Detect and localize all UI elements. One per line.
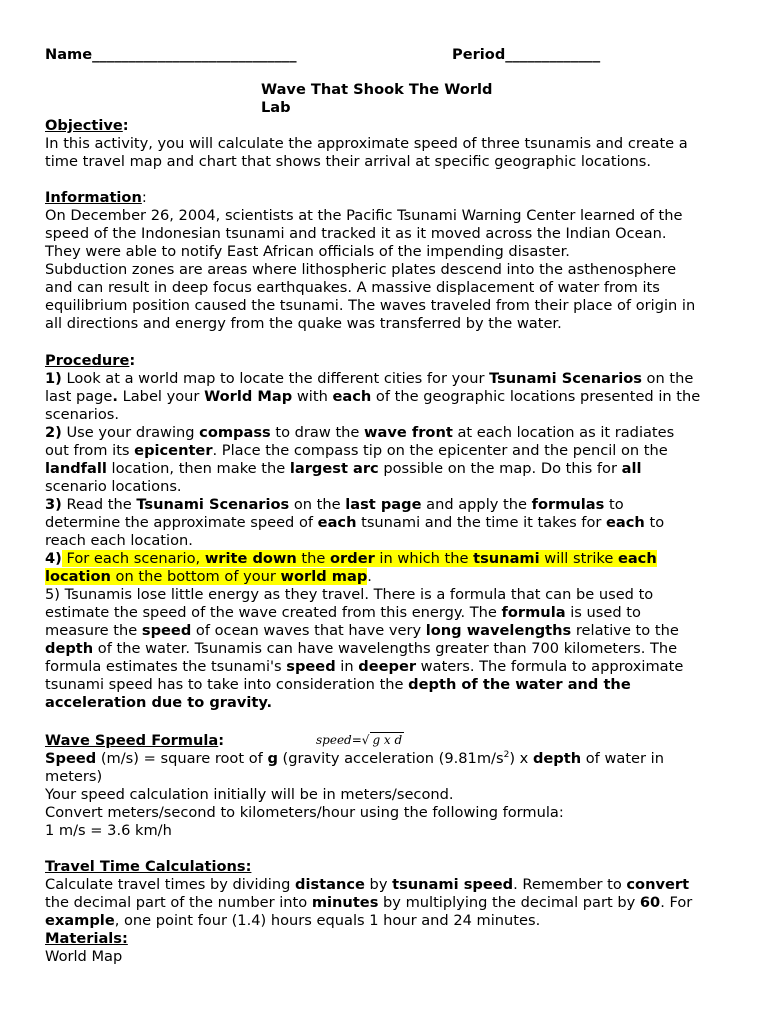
procedure-step-3: 3) Read the Tsunami Scenarios on the last page and apply the formulas to — [45, 496, 624, 513]
wave-speed-text: Convert meters/second to kilometers/hour using the following formula: — [45, 804, 564, 821]
materials-item: World Map — [45, 948, 123, 965]
travel-time-text: the decimal part of the number into minutes by multiplying the decimal part by 60. For — [45, 894, 693, 911]
travel-time-heading: Travel Time Calculations: — [45, 858, 252, 875]
procedure-step-5: formula estimates the tsunami's speed in deeper waters. The formula to approximate — [45, 658, 684, 675]
wave-speed-text: Speed (m/s) = square root of g (gravity acceleration $(9.81m/s^2)$ x depth of water in — [45, 750, 664, 767]
procedure-step-1: scenarios. — [45, 406, 120, 423]
procedure-step-5: estimate the speed of the wave created from this energy. The formula is used to — [45, 604, 641, 621]
wave-speed-heading: Wave Speed Formula: — [45, 732, 225, 749]
name-blank[interactable]: ____________________________ — [92, 46, 297, 63]
information-text: equilibrium position caused the tsunami. The waves traveled from their place of origin in — [45, 297, 696, 314]
period-label: Period — [452, 46, 506, 63]
materials-heading: Materials: — [45, 930, 128, 947]
procedure-step-5: acceleration due to gravity. — [45, 694, 273, 711]
wave-speed-text: Your speed calculation initially will be in meters/second. — [45, 786, 454, 803]
procedure-step-4: 4) For each scenario, write down the order in which the tsunami will strike each — [45, 550, 657, 567]
travel-time-text: example, one point four (1.4) hours equals 1 hour and 24 minutes. — [45, 912, 541, 929]
procedure-heading: Procedure: — [45, 352, 136, 369]
information-text: Subduction zones are areas where lithospheric plates descend into the asthenosphere — [45, 261, 677, 278]
period-blank[interactable]: _____________ — [505, 46, 601, 63]
procedure-step-2: out from its epicenter. Place the compass tip on the epicenter and the pencil on the — [45, 442, 668, 459]
wave-speed-text: 1 m/s = 3.6 km/h — [45, 822, 172, 839]
procedure-step-1: last page. Label your World Map with each of the geographic locations presented in the — [45, 388, 701, 405]
page-title-line2: Lab — [261, 99, 291, 116]
name-label: Name — [45, 46, 93, 63]
information-text: all directions and energy from the quake was transferred by the water. — [45, 315, 562, 332]
objective-text: time travel map and chart that shows their arrival at specific geographic locations. — [45, 153, 652, 170]
travel-time-text: Calculate travel times by dividing distance by tsunami speed. Remember to convert — [45, 876, 690, 893]
procedure-step-2: scenario locations. — [45, 478, 182, 495]
name-field[interactable] — [45, 46, 296, 64]
procedure-step-2: 2) Use your drawing compass to draw the wave front at each location as it radiates — [45, 424, 675, 441]
speed-formula: speed=√ g x d — [316, 733, 403, 747]
information-heading: Information: — [45, 189, 147, 206]
period-field[interactable] — [452, 46, 600, 64]
wave-speed-text: meters) — [45, 768, 103, 785]
information-text: and can result in deep focus earthquakes. A massive displacement of water from its — [45, 279, 660, 296]
procedure-step-5: depth of the water. Tsunamis can have wavelengths greater than 700 kilometers. The — [45, 640, 678, 657]
information-text: They were able to notify East African officials of the impending disaster. — [45, 243, 570, 260]
page-title: Wave That Shook The World — [261, 81, 493, 98]
objective-text: In this activity, you will calculate the approximate speed of three tsunamis and create a — [45, 135, 688, 152]
information-text: speed of the Indonesian tsunami and tracked it as it moved across the Indian Ocean. — [45, 225, 667, 242]
procedure-step-5: 5) Tsunamis lose little energy as they travel. There is a formula that can be used to — [45, 586, 654, 603]
procedure-step-1: 1) Look at a world map to locate the different cities for your Tsunami Scenarios on the — [45, 370, 694, 387]
procedure-step-4: location on the bottom of your world map. — [45, 568, 372, 585]
information-text: On December 26, 2004, scientists at the Pacific Tsunami Warning Center learned of the — [45, 207, 683, 224]
procedure-step-5: measure the speed of ocean waves that have very long wavelengths relative to the — [45, 622, 679, 639]
objective-heading: Objective: — [45, 117, 129, 134]
procedure-step-3: determine the approximate speed of each tsunami and the time it takes for each to — [45, 514, 665, 531]
square-root-icon: √ — [361, 733, 370, 747]
procedure-step-3: reach each location. — [45, 532, 193, 549]
procedure-step-5: tsunami speed has to take into consideration the depth of the water and the — [45, 676, 631, 693]
procedure-step-2: landfall location, then make the largest arc possible on the map. Do this for all — [45, 460, 642, 477]
